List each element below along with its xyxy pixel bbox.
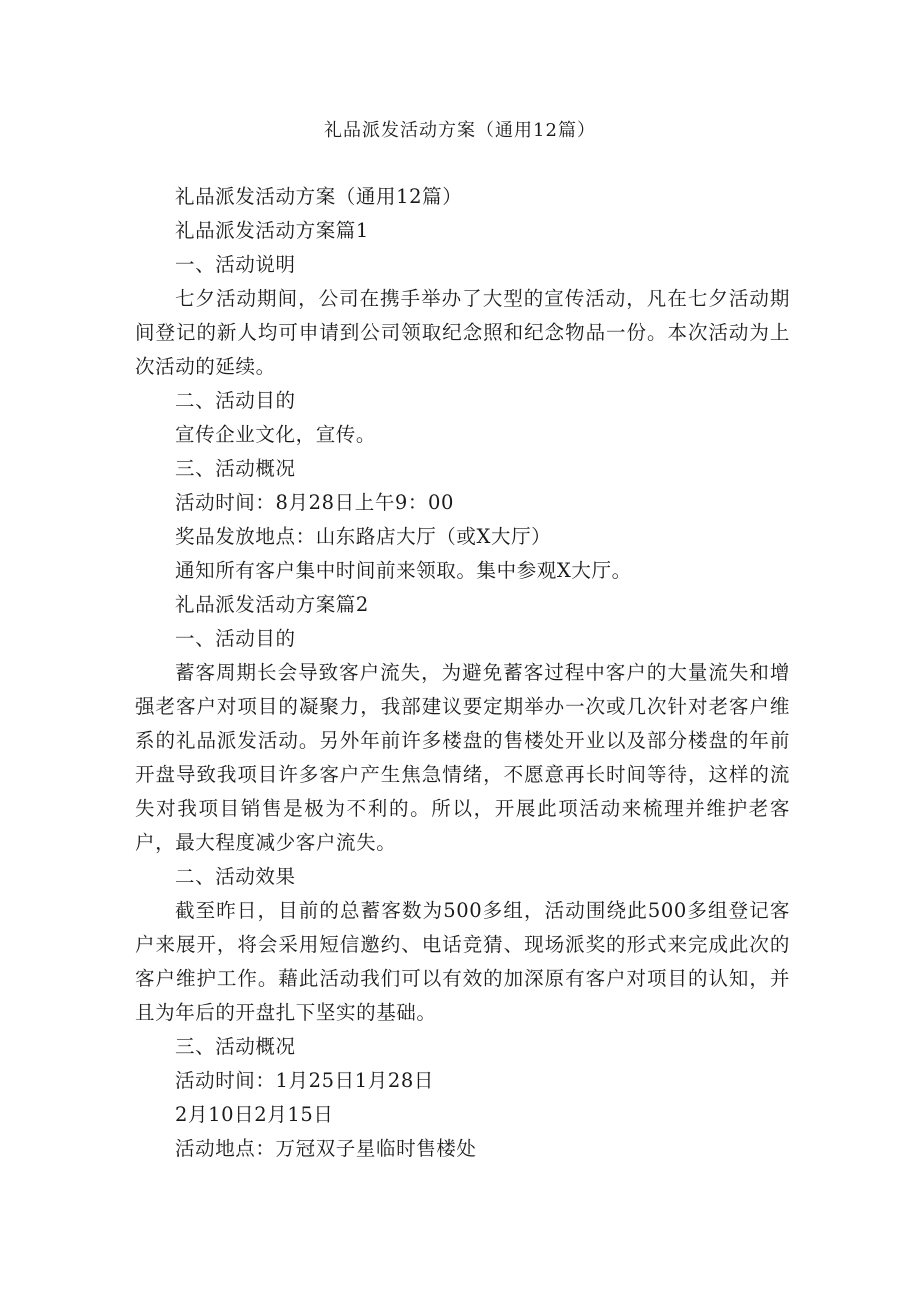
paragraph-notice: 通知所有客户集中时间前来领取。集中参观X大厅。 <box>175 559 632 582</box>
paragraph-activity-time: 活动时间：8月28日上午9：00 <box>175 491 455 514</box>
heading-activity-purpose-2: 一、活动目的 <box>175 627 296 650</box>
heading-activity-purpose: 二、活动目的 <box>175 389 296 412</box>
paragraph-subtitle: 礼品派发活动方案（通用12篇） <box>175 185 463 208</box>
paragraph-prize-location: 奖品发放地点：山东路店大厅（或X大厅） <box>175 525 552 548</box>
document-title: 礼品派发活动方案（通用12篇） <box>324 120 596 141</box>
section-heading-part1: 礼品派发活动方案篇1 <box>175 219 369 242</box>
heading-activity-effect: 二、活动效果 <box>175 865 296 888</box>
section-heading-part2: 礼品派发活动方案篇2 <box>175 593 369 616</box>
paragraph-activity-time-2: 活动时间：1月25日1月28日 <box>175 1069 434 1092</box>
heading-activity-overview: 三、活动概况 <box>175 457 296 480</box>
paragraph-activity-purpose: 宣传企业文化，宣传。 <box>175 423 377 446</box>
heading-activity-description: 一、活动说明 <box>175 253 296 276</box>
paragraph-activity-dates-2: 2月10日2月15日 <box>175 1103 334 1126</box>
paragraph-activity-effect: 截至昨日，目前的总蓄客数为500多组，活动围绕此500多组登记客户来展开，将会采用短信邀约、电话竞猜、现场派奖的形式来完成此次的客户维护工作。藉此活动我们可以有效的加深原有客户对项目的认知，并且为年后的开盘扎下坚实的基础。 <box>135 899 790 1024</box>
heading-activity-overview-2: 三、活动概况 <box>175 1035 296 1058</box>
paragraph-activity-location-2: 活动地点：万冠双子星临时售楼处 <box>175 1137 477 1160</box>
document-body <box>135 180 790 1166</box>
paragraph-activity-description: 七夕活动期间，公司在携手举办了大型的宣传活动，凡在七夕活动期间登记的新人均可申请到公司领取纪念照和纪念物品一份。本次活动为上次活动的延续。 <box>135 287 790 378</box>
paragraph-activity-purpose-2: 蓄客周期长会导致客户流失，为避免蓄客过程中客户的大量流失和增强老客户对项目的凝聚力，我部建议要定期举办一次或几次针对老客户维系的礼品派发活动。另外年前许多楼盘的售楼处开业以及部分楼盘的年前开盘导致我项目许多客户产生焦急情绪，不愿意再长时间等待，这样的流失对我项目销售是极为不利的。所以，开展此项活动来梳理并维护老客户，最大程度减少客户流失。 <box>135 661 790 854</box>
